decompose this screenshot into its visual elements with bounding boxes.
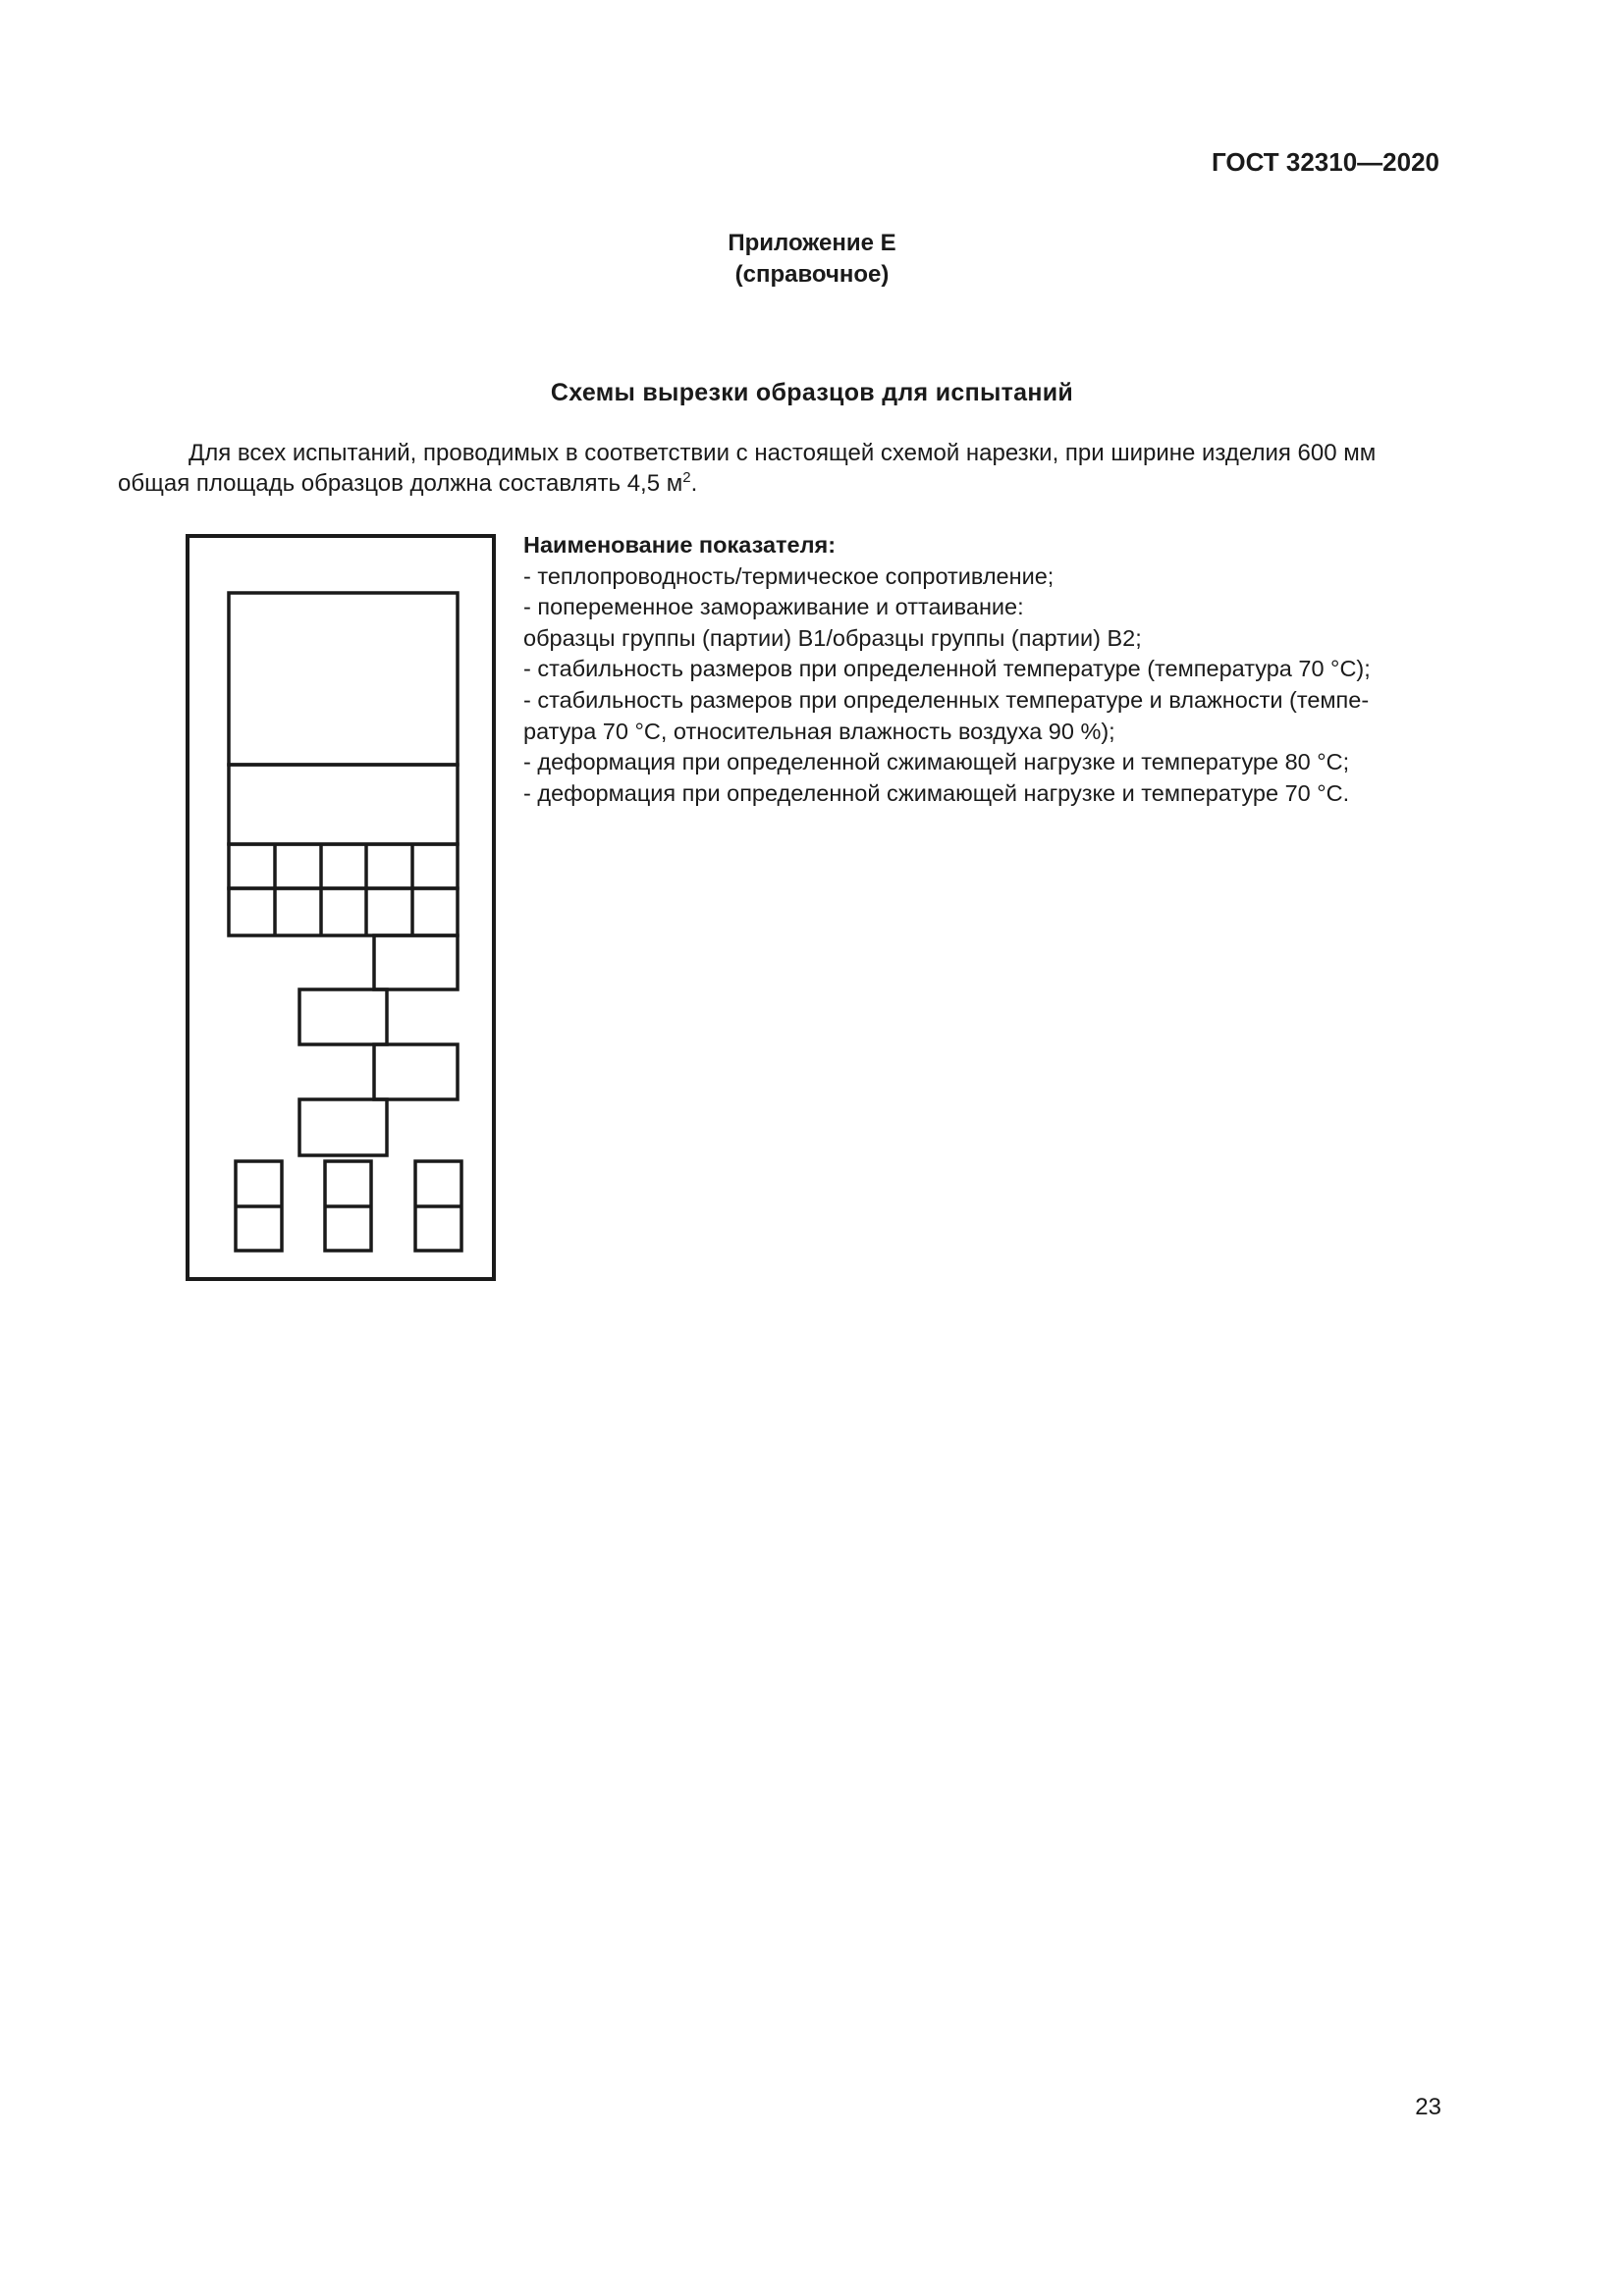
intro-line-2-end: .	[690, 470, 698, 497]
section-title: Схемы вырезки образцов для испытаний	[550, 379, 1074, 406]
sample-medium	[229, 765, 458, 844]
appendix-status: (справочное)	[734, 261, 890, 288]
indicator-line: - теплопроводность/термическое сопротивление;	[523, 562, 1055, 589]
staggered-samples	[299, 935, 458, 1155]
board-outline	[188, 536, 494, 1279]
indicator-line: - деформация при определенной сжимающей нагрузке и температуре 70 °С.	[523, 779, 1350, 806]
paired-samples	[236, 1161, 461, 1251]
appendix-title: Приложение Е	[728, 230, 896, 256]
sample-large	[229, 593, 458, 765]
indicator-heading: Наименование показателя:	[523, 532, 837, 558]
indicator-line: - стабильность размеров при определенных температуре и влажности (темпе-	[523, 686, 1370, 713]
indicator-line: - попеременное замораживание и оттаивание:	[523, 594, 1024, 620]
small-samples-grid	[229, 844, 458, 935]
intro-line-2: общая площадь образцов должна составлять 4,5 м	[118, 470, 683, 497]
document-code: ГОСТ 32310—2020	[1212, 147, 1439, 177]
intro-superscript: 2	[682, 469, 691, 486]
intro-line-1: Для всех испытаний, проводимых в соответствии с настоящей схемой нарезки, при ширине изделия 600 мм	[189, 440, 1377, 466]
indicator-line: ратура 70 °С, относительная влажность воздуха 90 %);	[523, 718, 1115, 744]
indicator-line: - деформация при определенной сжимающей нагрузке и температуре 80 °С;	[523, 749, 1350, 775]
page-number: 23	[1415, 2094, 1441, 2120]
indicator-line: - стабильность размеров при определенной температуре (температура 70 °С);	[523, 656, 1371, 682]
indicator-line: образцы группы (партии) В1/образцы группы (партии) В2;	[523, 624, 1142, 651]
